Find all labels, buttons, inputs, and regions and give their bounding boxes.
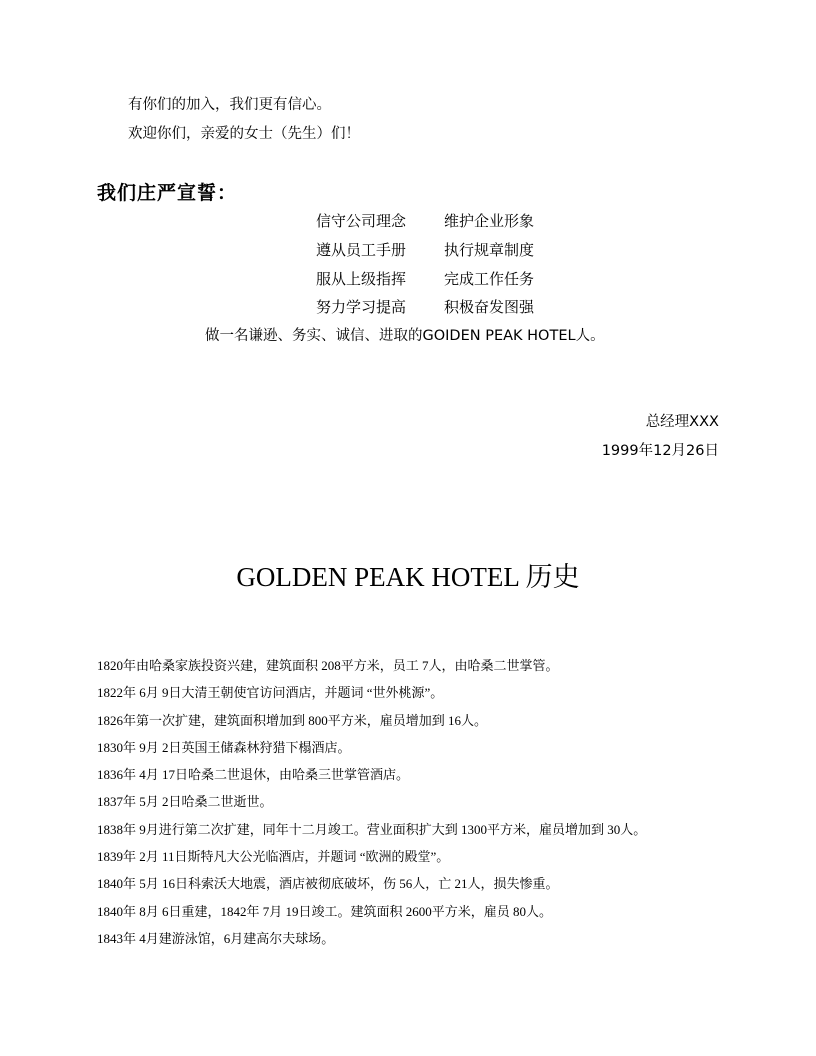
- history-entry: 1826年第一次扩建，建筑面积增加到 800平方米，雇员增加到 16人。: [97, 712, 488, 728]
- history-title: GOLDEN PEAK HOTEL 历史: [236, 562, 580, 592]
- oath-heading: 我们庄严宣誓：: [97, 182, 238, 204]
- history-entry: 1836年 4月 17日哈桑二世退休，由哈桑三世掌管酒店。: [97, 767, 410, 783]
- oath-item: 遵从员工手册: [316, 241, 407, 259]
- history-entry: 1822年 6月 9日大清王朝使官访问酒店，并题词 “世外桃源”。: [97, 685, 444, 701]
- signature-title: 总经理XXX: [645, 414, 719, 430]
- signature-date: 1999年12月26日: [601, 443, 719, 459]
- oath-row: [316, 211, 534, 231]
- history-entry: 1839年 2月 11日斯特凡大公光临酒店，并题词 “欧洲的殿堂”。: [97, 849, 450, 865]
- oath-row: [316, 269, 534, 289]
- history-entry: 1840年 8月 6日重建，1842年 7月 19日竣工。建筑面积 2600平方米，雇员 80人。: [97, 903, 553, 919]
- oath-item: 服从上级指挥: [316, 270, 407, 288]
- oath-item: 努力学习提高: [316, 298, 407, 316]
- history-list: [97, 652, 646, 952]
- history-entry: 1820年由哈桑家族投资兴建，建筑面积 208平方米，员工 7人，由哈桑二世掌管。: [97, 658, 559, 673]
- history-entry: 1837年 5月 2日哈桑二世逝世。: [97, 794, 273, 810]
- oath-item: 积极奋发图强: [444, 298, 535, 316]
- oath-item: 完成工作任务: [444, 270, 535, 288]
- welcome-line-1: 有你们的加入，我们更有信心。: [128, 97, 331, 113]
- oath-summary: 做一名谦逊、务实、诚信、进取的GOIDEN PEAK HOTEL人。: [205, 328, 605, 344]
- oath-row: [316, 297, 534, 317]
- oath-item: 维护企业形象: [444, 212, 535, 230]
- history-entry: 1838年 9月进行第二次扩建，同年十二月竣工。营业面积扩大到 1300平方米，雇员增加到 30人。: [97, 821, 647, 837]
- history-entry: 1843年 4月建游泳馆，6月建高尔夫球场。: [97, 930, 335, 946]
- history-entry: 1830年 9月 2日英国王储森林狩猎下榻酒店。: [97, 739, 351, 755]
- oath-row: [316, 240, 534, 260]
- oath-item: 执行规章制度: [444, 241, 535, 259]
- oath-item: 信守公司理念: [316, 212, 407, 230]
- history-entry: 1840年 5月 16日科索沃大地震，酒店被彻底破坏，伤 56人，亡 21人，损失惨重。: [97, 876, 559, 892]
- welcome-line-2: 欢迎你们，亲爱的女士（先生）们！: [128, 126, 360, 142]
